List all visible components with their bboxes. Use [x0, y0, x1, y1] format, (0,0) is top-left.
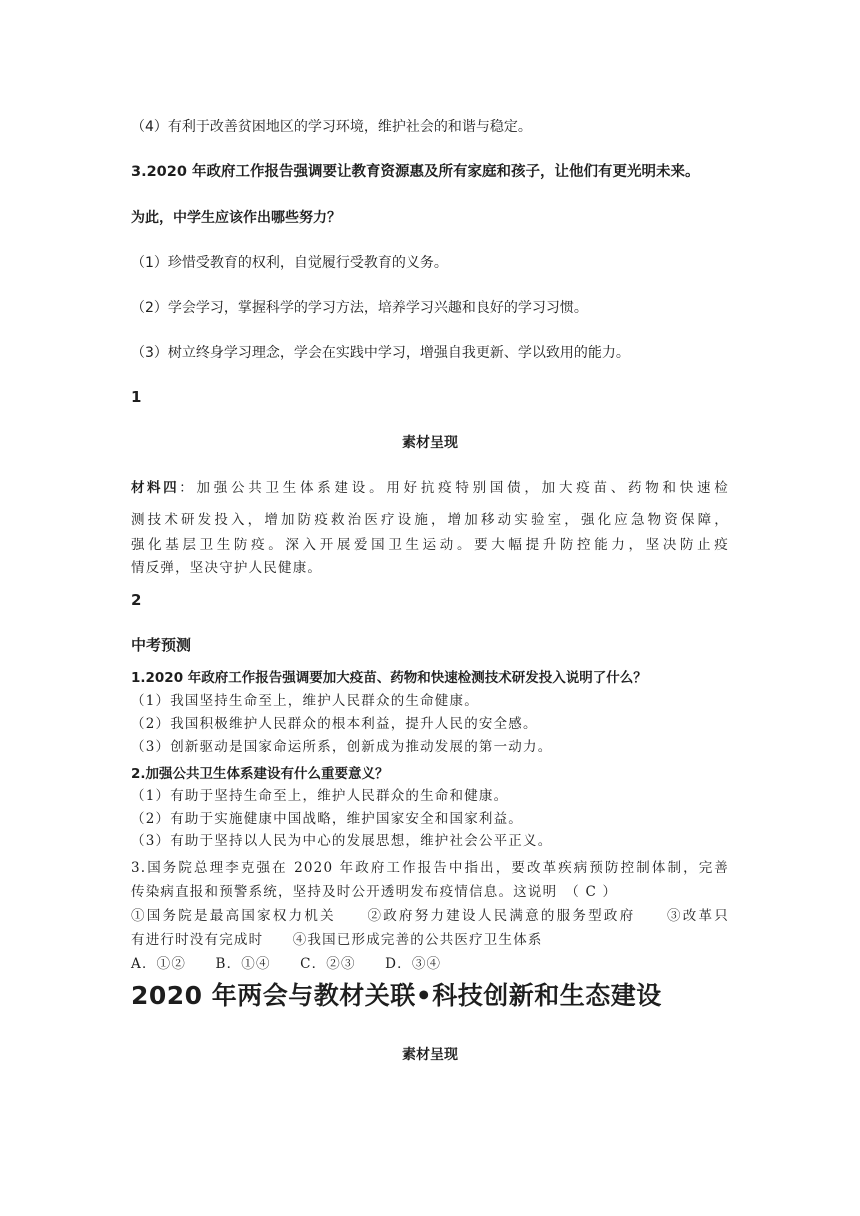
answer-item: （1）有助于坚持生命至上，维护人民群众的生命和健康。	[131, 788, 509, 804]
exam-question-3-line-1: 3.国务院总理李克强在 2020 年政府工作报告中指出，要改革疾病预防控制体制，完善	[131, 860, 729, 876]
material-four-line-2: 测技术研发投入，增加防疫救治医疗设施，增加移动实验室，强化应急物资保障，	[131, 512, 729, 528]
question-3-line-1: 3.2020 年政府工作报告强调要让教育资源惠及所有家庭和孩子，让他们有更光明未来。	[131, 164, 700, 180]
exam-question-3-line-2: 传染病直报和预警系统，坚持及时公开透明发布疫情信息。这说明 （ C ）	[131, 884, 618, 900]
exam-question-3-line-3: ①国务院是最高国家权力机关 ②政府努力建设人民满意的服务型政府 ③改革只	[131, 908, 729, 924]
answer-item: （2）学会学习，掌握科学的学习方法，培养学习兴趣和良好的学习习惯。	[131, 300, 588, 316]
material-four-line-4: 情反弹，坚决守护人民健康。	[131, 560, 323, 576]
material-heading: 素材呈现	[402, 435, 458, 451]
answer-item: （3）有助于坚持以人民为中心的发展思想，维护社会公平正义。	[131, 833, 553, 849]
exam-question-3-options: A．①② B．①④ C．②③ D．③④	[131, 956, 442, 972]
exam-question-3-line-4: 有进行时没有完成时 ④我国已形成完善的公共医疗卫生体系	[131, 932, 543, 948]
material-four-line-1	[131, 478, 729, 498]
answer-item: （2）有助于实施健康中国战略，维护国家安全和国家利益。	[131, 811, 523, 827]
question-3-line-2: 为此，中学生应该作出哪些努力？	[131, 210, 341, 226]
answer-item-4: （4）有利于改善贫困地区的学习环境，维护社会的和谐与稳定。	[131, 119, 532, 135]
material-heading: 素材呈现	[402, 1047, 458, 1063]
answer-item: （2）我国积极维护人民群众的根本利益，提升人民的安全感。	[131, 716, 538, 732]
material-four-text: 加强公共卫生体系建设。用好抗疫特别国债，加大疫苗、药物和快速检	[196, 480, 729, 496]
section-marker-2: 2	[131, 591, 142, 609]
exam-heading: 中考预测	[131, 636, 192, 654]
section-marker-1: 1	[131, 388, 142, 406]
section-title: 2020 年两会与教材关联•科技创新和生态建设	[131, 981, 662, 1010]
material-four-line-3: 强化基层卫生防疫。深入开展爱国卫生运动。要大幅提升防控能力，坚决防止疫	[131, 537, 729, 553]
answer-item: （3）创新驱动是国家命运所系，创新成为推动发展的第一动力。	[131, 739, 553, 755]
answer-item: （1）我国坚持生命至上，维护人民群众的生命健康。	[131, 693, 479, 709]
material-four-colon: ：	[179, 480, 197, 496]
material-four-label: 材料四	[131, 480, 180, 496]
exam-question-1: 1.2020 年政府工作报告强调要加大疫苗、药物和快速检测技术研发投入说明了什么？	[131, 670, 647, 686]
answer-item: （1）珍惜受教育的权利，自觉履行受教育的义务。	[131, 255, 448, 271]
answer-item: （3）树立终身学习理念，学会在实践中学习，增强自我更新、学以致用的能力。	[131, 345, 630, 361]
exam-question-2: 2.加强公共卫生体系建设有什么重要意义？	[131, 766, 389, 782]
